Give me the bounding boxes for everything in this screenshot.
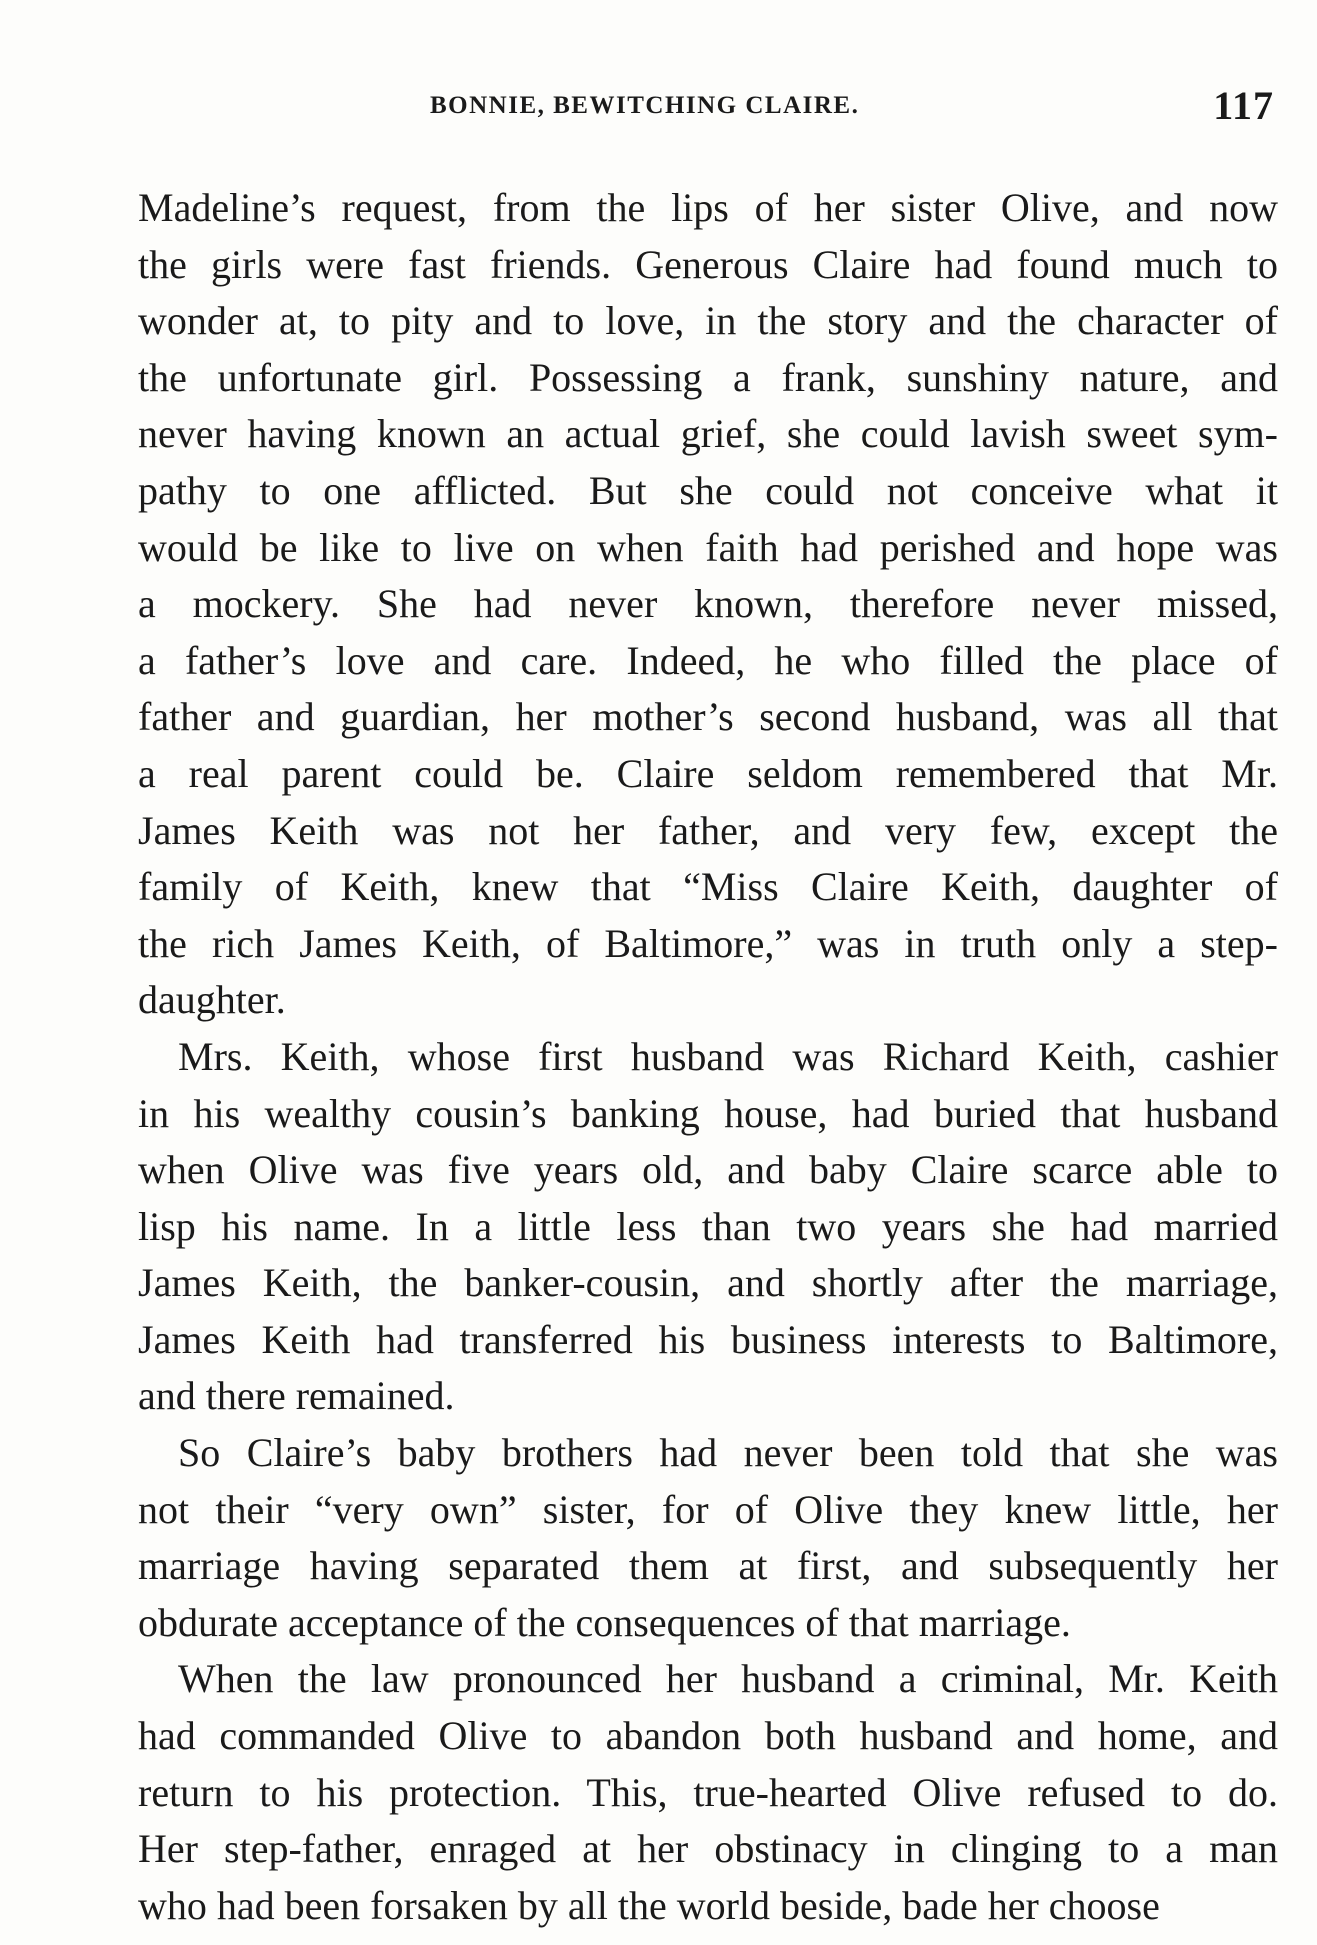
- text-line: and there remained.: [138, 1373, 455, 1419]
- text-line: When the law pronounced her husband a criminal, Mr. Keith: [178, 1656, 1278, 1702]
- paragraph: [138, 1425, 1278, 1651]
- text-line: So Claire’s baby brothers had never been told that she was: [178, 1430, 1278, 1476]
- text-line: a mockery. She had never known, therefore never missed,: [138, 581, 1278, 627]
- text-line: the girls were fast friends. Generous Claire had found much to: [138, 241, 1278, 287]
- page-number: 117: [1213, 83, 1274, 128]
- text-line: Her step-father, enraged at her obstinacy in clinging to a man: [138, 1826, 1278, 1872]
- text-line: had commanded Olive to abandon both husband and home, and: [138, 1713, 1278, 1759]
- text-line: Mrs. Keith, whose first husband was Richard Keith, cashier: [178, 1033, 1278, 1079]
- paragraph: [138, 1029, 1278, 1425]
- text-line: never having known an actual grief, she could lavish sweet sym-: [138, 411, 1278, 457]
- text-line: daughter.: [138, 977, 286, 1023]
- text-line: would be like to live on when faith had perished and hope was: [138, 524, 1278, 570]
- text-line: in his wealthy cousin’s banking house, had buried that husband: [138, 1090, 1278, 1136]
- text-line: Madeline’s request, from the lips of her sister Olive, and now: [138, 185, 1278, 230]
- running-head: [0, 82, 1317, 132]
- text-line: who had been forsaken by all the world beside, bade her choose: [138, 1882, 1160, 1928]
- text-line: the rich James Keith, of Baltimore,” was in truth only a step-: [138, 920, 1278, 966]
- text-line: marriage having separated them at first, and subsequently her: [138, 1543, 1278, 1589]
- text-line: when Olive was five years old, and baby Claire scarce able to: [138, 1147, 1278, 1193]
- body-text: [138, 180, 1278, 1934]
- text-line: return to his protection. This, true-hearted Olive refused to do.: [138, 1769, 1278, 1815]
- text-line: James Keith, the banker-cousin, and shortly after the marriage,: [138, 1260, 1278, 1306]
- text-line: not their “very own” sister, for of Olive they knew little, her: [138, 1486, 1278, 1532]
- text-line: obdurate acceptance of the consequences of that marriage.: [138, 1599, 1071, 1645]
- text-line: family of Keith, knew that “Miss Claire Keith, daughter of: [138, 864, 1278, 910]
- text-line: James Keith had transferred his business interests to Baltimore,: [138, 1316, 1278, 1362]
- paragraph: [138, 180, 1278, 1029]
- text-line: pathy to one afflicted. But she could not conceive what it: [138, 467, 1278, 513]
- text-line: father and guardian, her mother’s second husband, was all that: [138, 694, 1278, 740]
- text-line: a father’s love and care. Indeed, he who filled the place of: [138, 637, 1278, 683]
- text-line: the unfortunate girl. Possessing a frank, sunshiny nature, and: [138, 354, 1278, 400]
- paragraph: [138, 1651, 1278, 1934]
- text-line: wonder at, to pity and to love, in the story and the character of: [138, 298, 1278, 344]
- text-line: James Keith was not her father, and very few, except the: [138, 807, 1278, 853]
- text-line: a real parent could be. Claire seldom remembered that Mr.: [138, 750, 1278, 796]
- text-line: lisp his name. In a little less than two years she had married: [138, 1203, 1278, 1249]
- running-title: BONNIE, BEWITCHING CLAIRE.: [430, 92, 860, 119]
